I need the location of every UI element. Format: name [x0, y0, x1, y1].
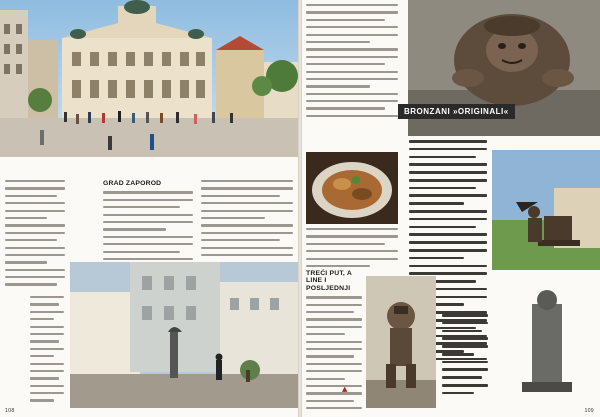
paparazzi-photo — [366, 276, 436, 408]
right-body-column-1 — [306, 4, 398, 122]
flame-icon: ▲ — [342, 385, 348, 393]
soldier-photo — [492, 150, 600, 270]
left-page-number: 108 — [5, 408, 15, 414]
heading-treci-put: TREĆI PUT, A LINE I POSLJEDNJI — [306, 270, 352, 292]
heading-grad-zaporod: GRAD ZAPOROD — [103, 180, 162, 187]
right-folio — [584, 408, 594, 414]
left-body-column-3 — [201, 180, 293, 261]
right-body-column-3 — [306, 270, 362, 414]
bronze-originals-tag: BRONZANI »ORIGINALI« — [398, 104, 515, 119]
left-folio — [5, 408, 15, 414]
left-body-column-1b — [30, 296, 64, 407]
right-bold-column-cont — [442, 314, 488, 400]
bottom-right-photo — [492, 274, 600, 408]
left-body-column-1 — [5, 180, 65, 291]
right-page-number: 109 — [584, 408, 594, 414]
theatre-square-photo — [0, 0, 298, 157]
food-photo — [306, 152, 398, 224]
left-body-column-2 — [103, 180, 193, 265]
street-sculpture-photo — [70, 262, 298, 408]
right-body-column-2 — [306, 228, 398, 272]
left-page — [0, 0, 298, 417]
right-page — [302, 0, 600, 417]
